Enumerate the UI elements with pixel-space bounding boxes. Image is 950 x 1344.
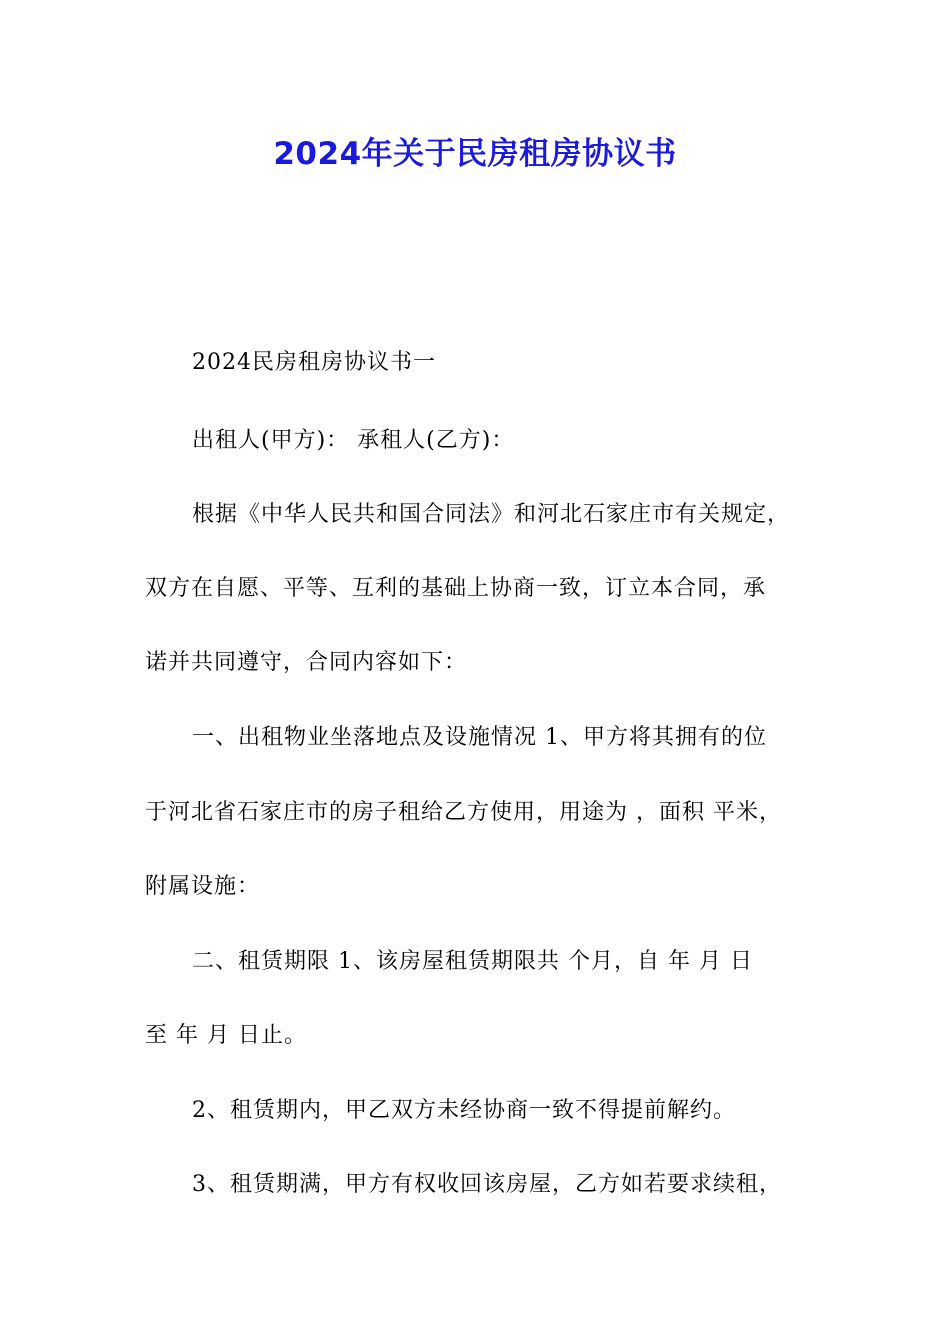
paragraph-line: 附属设施： — [145, 874, 261, 899]
paragraph-line: 根据《中华人民共和国合同法》和河北石家庄市有关规定， — [192, 502, 791, 527]
paragraph-line: 双方在自愿、平等、互利的基础上协商一致，订立本合同，承 — [145, 576, 767, 601]
paragraph-line: 于河北省石家庄市的房子租给乙方使用，用途为 ，面积 平米， — [145, 800, 782, 825]
document-title: 2024年关于民房租房协议书 — [273, 136, 677, 172]
paragraph-line: 诺并共同遵守，合同内容如下： — [145, 650, 468, 675]
paragraph-line: 3、租赁期满，甲方有权收回该房屋，乙方如若要求续租， — [192, 1172, 782, 1197]
parties-line: 出租人(甲方)： 承租人(乙方)： — [192, 428, 515, 453]
paragraph-heading: 2024民房租房协议书一 — [192, 350, 436, 375]
paragraph-line: 二、租赁期限 1、该房屋租赁期限共 个月，自 年 月 日 — [192, 949, 753, 974]
paragraph-line: 至 年 月 日止。 — [145, 1023, 307, 1048]
paragraph-line: 一、出租物业坐落地点及设施情况 1、甲方将其拥有的位 — [192, 725, 767, 750]
paragraph-line: 2、租赁期内，甲乙双方未经协商一致不得提前解约。 — [192, 1098, 736, 1123]
